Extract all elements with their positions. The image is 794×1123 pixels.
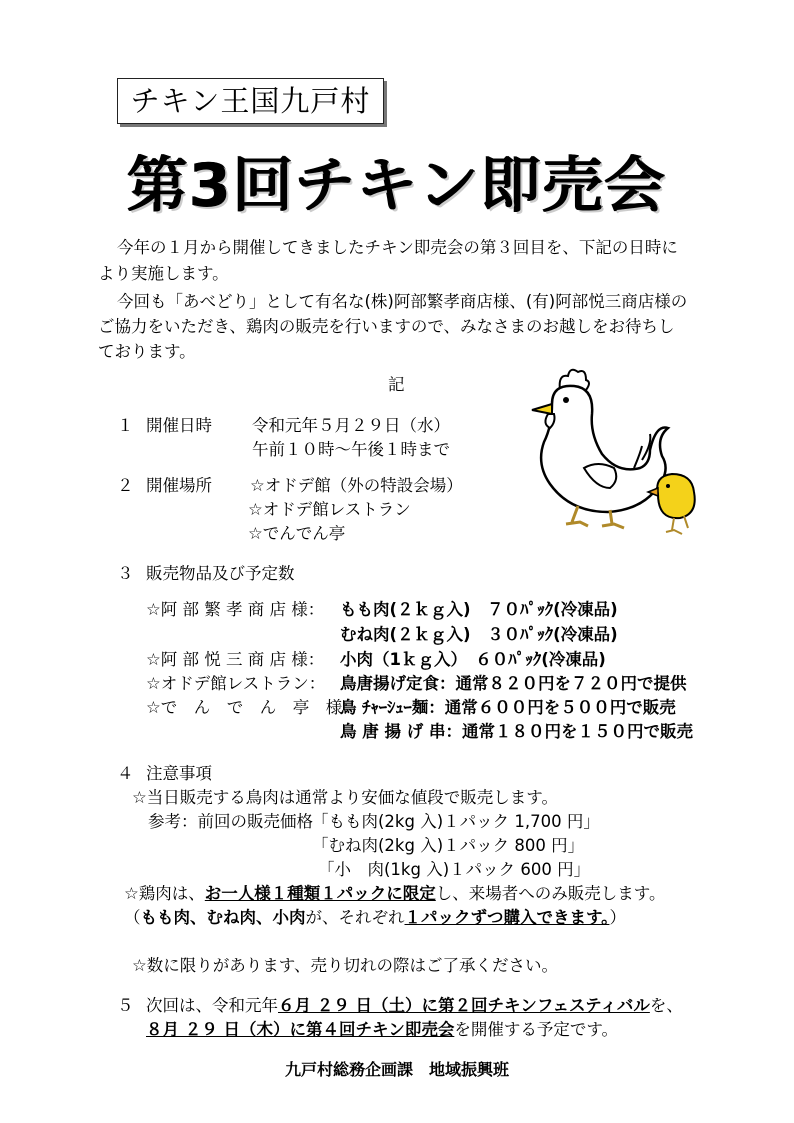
item4-number: ４	[117, 764, 134, 783]
product-line: 鳥唐揚げ定食：通常８２０円を７２０円で提供	[340, 674, 687, 693]
intro-line-4: ご協力をいただき、鶏肉の販売を行いますので、みなさまのお越しをお待ちし	[98, 317, 675, 336]
item5-sale: ８月 ２９ 日（木）に第４回チキン即売会	[146, 1020, 455, 1039]
intro-line-5: ております。	[98, 342, 196, 361]
chicken-illustration	[522, 364, 712, 542]
item2-label: 開催場所	[146, 476, 212, 495]
item2-number: ２	[117, 476, 134, 495]
note-2-limit: お一人様１種類１パックに限定	[204, 884, 436, 903]
item5-intro: 次回は、令和元年	[146, 996, 278, 1015]
store-name: ☆オドデ館レストラン：	[146, 674, 326, 693]
store-name: ☆阿 部 悦 三 商 店 様：	[146, 650, 325, 669]
item5-end: を開催する予定です。	[454, 1020, 619, 1039]
reference-price-1: 「もも肉(2kg 入)１パック 1,700 円」	[312, 812, 600, 831]
item2-place-1: ☆オドデ館（外の特設会場）	[250, 476, 463, 495]
intro-line-3: 今回も「あべどり」として有名な(株)阿部繁孝商店様、(有)阿部悦三商店様の	[117, 292, 688, 311]
item5-number: ５	[117, 996, 134, 1015]
reference-price-3: 「小 肉(1kg 入)１パック 600 円」	[318, 860, 591, 879]
intro-line-2: より実施します。	[98, 264, 229, 283]
note-2-prefix: ☆鶏肉は、	[124, 884, 205, 903]
page-title: 第3回チキン即売会	[127, 151, 667, 221]
intro-line-1: 今年の１月から開催してきましたチキン即売会の第３回目を、下記の日時に	[117, 238, 678, 257]
item3-label: 販売物品及び予定数	[146, 564, 295, 583]
store-name: ☆阿 部 繁 孝 商 店 様：	[146, 600, 325, 619]
product-line: 小肉（1ｋｇ入） ６０ﾊﾟｯｸ(冷凍品)	[340, 650, 606, 669]
note-3-close: ）	[609, 908, 626, 927]
product-line: 鳥 唐 揚 げ 串：通常１８０円を１５０円で販売	[340, 722, 693, 741]
note-2	[124, 882, 665, 906]
item1-label: 開催日時	[146, 416, 212, 435]
note-3-limit: １パックずつ購入できます。	[404, 908, 610, 927]
product-line: むね肉(２ｋｇ入) ３０ﾊﾟｯｸ(冷凍品)	[340, 625, 618, 644]
note-3-meats: もも肉、むね肉、小肉	[140, 908, 306, 927]
item1-date: 令和元年５月２９日（水）	[252, 416, 450, 435]
item1-time: 午前１０時～午後１時まで	[252, 440, 450, 459]
item5-festival: ６月 ２９ 日（土）に第２回チキンフェスティバル	[278, 996, 650, 1015]
note-1: ☆当日販売する鳥肉は通常より安価な値段で販売します。	[132, 788, 558, 807]
note-3-open: （	[124, 908, 141, 927]
note-3	[124, 906, 626, 930]
item3-number: ３	[117, 564, 134, 583]
note-4: ☆数に限りがあります、売り切れの際はご了承ください。	[132, 956, 558, 975]
item1-number: １	[117, 416, 134, 435]
item5-line-2	[146, 1018, 618, 1042]
note-2-suffix: し、来場者へのみ販売します。	[435, 884, 666, 903]
reference-label: 参考：前回の販売価格	[148, 812, 313, 831]
reference-price-2: 「むね肉(2kg 入)１パック 800 円」	[312, 836, 585, 855]
store-name: ☆で ん で ん 亭 様：	[146, 698, 359, 717]
product-line: もも肉(２ｋｇ入) ７０ﾊﾟｯｸ(冷凍品)	[340, 600, 618, 619]
ki-heading: 記	[388, 375, 405, 394]
product-line: 鳥 ﾁｬｰｼｭｰ麺：通常６００円を５００円で販売	[340, 698, 676, 717]
footer-department: 九戸村総務企画課 地域振興班	[284, 1060, 509, 1079]
item2-place-2: ☆オドデ館レストラン	[248, 500, 411, 519]
item5-line-1	[146, 994, 683, 1018]
item5-conj: を、	[649, 996, 683, 1015]
item2-place-3: ☆でんでん亭	[248, 524, 346, 543]
note-3-mid: が、それぞれ	[305, 908, 405, 927]
organization-label: チキン王国九戸村	[117, 78, 384, 124]
item4-label: 注意事項	[146, 764, 212, 783]
